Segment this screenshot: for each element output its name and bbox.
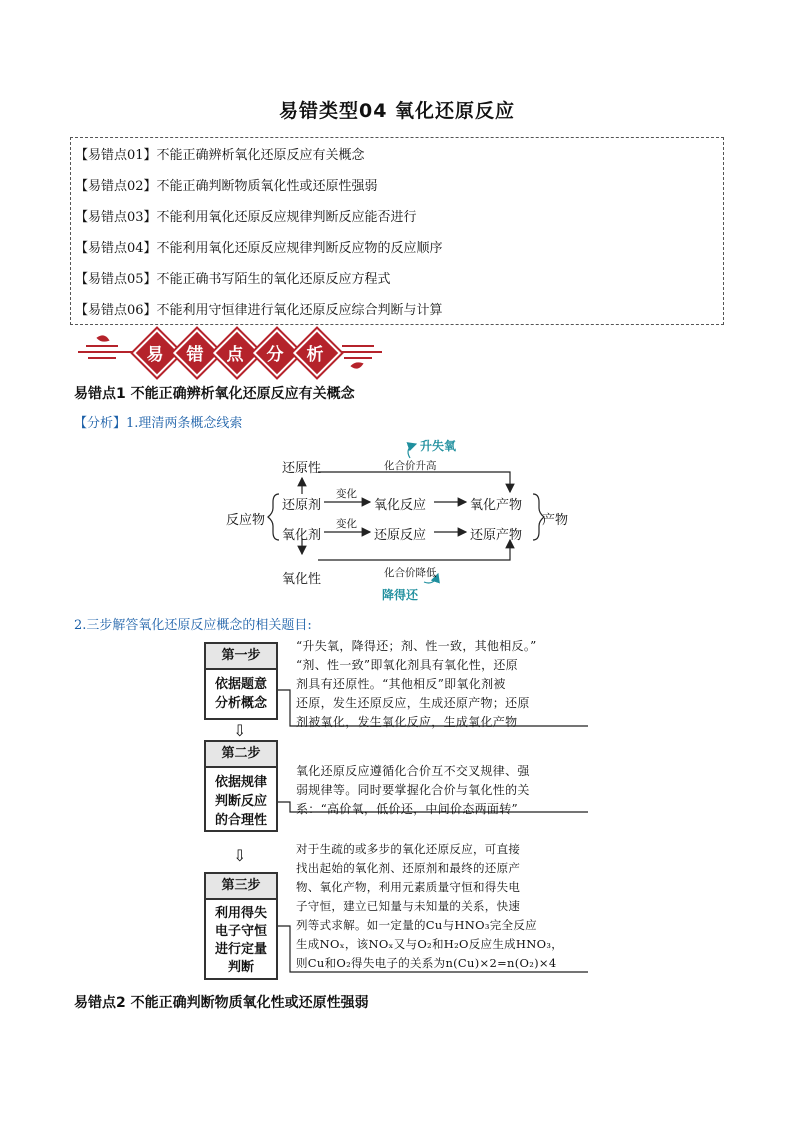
step-2-head: 第二步 [206, 742, 276, 768]
step-3-body-line: 利用得失 [214, 906, 267, 921]
desc-line: 找出起始的氧化剂、还原剂和最终的还原产 [296, 861, 521, 875]
step-2-description [296, 762, 592, 819]
ox-reaction-label: 氧化反应 [374, 498, 427, 513]
ox-product-label: 氧化产物 [470, 498, 523, 513]
page-title: 易错类型04 氧化还原反应 [278, 100, 516, 122]
analysis-line [74, 412, 242, 431]
desc-line: “剂、性一致”即氧化剂具有氧化性，还原 [296, 658, 518, 672]
list-item: 【易错点02】不能正确判断物质氧化性或还原性强弱 [75, 179, 378, 194]
desc-line: 还原，发生还原反应，生成还原产物；还原 [296, 696, 530, 710]
list-item: 【易错点03】不能利用氧化还原反应规律判断反应能否进行 [75, 210, 417, 225]
desc-line: 生成NOₓ，该NOₓ又与O₂和H₂O反应生成HNO₃， [296, 937, 564, 951]
desc-line: 弱规律等。同时要掌握化合价与氧化性的关 [296, 783, 530, 797]
list-item: 【易错点05】不能正确书写陌生的氧化还原反应方程式 [75, 272, 391, 287]
desc-line: 剂具有还原性。“其他相反”即氧化剂被 [296, 677, 506, 691]
step-1-box [204, 642, 278, 720]
analysis-text: 1.理清两条概念线索 [126, 416, 243, 431]
oxidizer-label: 氧化剂 [282, 528, 322, 543]
product-label: 产物 [542, 513, 569, 528]
desc-line: 对于生疏的或多步的氧化还原反应，可直接 [296, 842, 521, 856]
arrow-down-icon: ⇩ [233, 846, 247, 865]
step-3-body-line: 电子守恒 [214, 924, 267, 939]
valence-up-label: 化合价升高 [384, 460, 437, 472]
step-2-body-line: 依据规律 [214, 775, 267, 790]
step-3-box [204, 872, 278, 980]
step-1-description [296, 637, 592, 732]
step-1-body-line: 依据题意 [214, 677, 267, 692]
list-item: 【易错点06】不能利用守恒律进行氧化还原反应综合判断与计算 [75, 303, 443, 318]
analysis-tag: 【分析】 [74, 416, 127, 431]
list-item: 【易错点04】不能利用氧化还原反应规律判断反应物的反应顺序 [75, 241, 443, 256]
reducer-label: 还原剂 [282, 498, 322, 513]
desc-line: 列等式求解。如一定量的Cu与HNO₃完全反应 [296, 918, 537, 932]
desc-line: 子守恒，建立已知量与未知量的关系，快速 [296, 899, 521, 913]
red-reaction-label: 还原反应 [374, 528, 427, 543]
arrow-down-icon: ⇩ [233, 721, 247, 740]
section-banner [74, 330, 386, 374]
error-points-list [70, 137, 724, 325]
desc-line: 系：“高价氧，低价还，中间价态两面转” [296, 802, 518, 816]
error-point-2-heading: 易错点2 不能正确判断物质氧化性或还原性强弱 [74, 995, 369, 1011]
mnemonic-up: 升失氧 [420, 439, 457, 453]
banner-char: 易 [146, 345, 164, 365]
reactant-label: 反应物 [226, 513, 266, 528]
concept-diagram-lines [0, 430, 794, 610]
step-3-body-line: 判断 [227, 960, 254, 975]
step-3-body-line: 进行定量 [214, 942, 267, 957]
desc-line: 则Cu和O₂得失电子的关系为n(Cu)×2=n(O₂)×4 [296, 956, 557, 970]
step-2-box [204, 740, 278, 832]
red-product-label: 还原产物 [470, 528, 523, 543]
change-label: 变化 [336, 488, 357, 500]
step-3-head: 第三步 [206, 874, 276, 900]
desc-line: 物、氧化产物，利用元素质量守恒和得失电 [296, 880, 521, 894]
step-1-body-line: 分析概念 [214, 696, 267, 711]
mnemonic-down: 降得还 [382, 588, 419, 602]
banner-char: 点 [226, 345, 244, 365]
desc-line: 氧化还原反应遵循化合价互不交叉规律、强 [296, 764, 530, 778]
oxidative-label: 氧化性 [282, 572, 322, 587]
step-2-body-line: 判断反应 [214, 794, 267, 809]
valence-down-label: 化合价降低 [384, 567, 437, 579]
step-3-description [296, 840, 592, 973]
step-1-head: 第一步 [206, 644, 276, 670]
step-2-body-line: 的合理性 [214, 813, 267, 828]
change-label: 变化 [336, 518, 357, 530]
list-item: 【易错点01】不能正确辨析氧化还原反应有关概念 [75, 148, 365, 163]
desc-line: “升失氧，降得还；剂、性一致，其他相反。” [296, 639, 537, 653]
banner-char: 错 [186, 345, 204, 365]
banner-char: 析 [306, 345, 324, 365]
reductive-label: 还原性 [282, 461, 322, 476]
error-point-1-heading: 易错点1 不能正确辨析氧化还原反应有关概念 [74, 386, 355, 402]
section-2-text: 2.三步解答氧化还原反应概念的相关题目: [74, 618, 312, 633]
desc-line: 剂被氧化，发生氧化反应，生成氧化产物 [296, 715, 518, 729]
banner-char: 分 [266, 345, 284, 365]
